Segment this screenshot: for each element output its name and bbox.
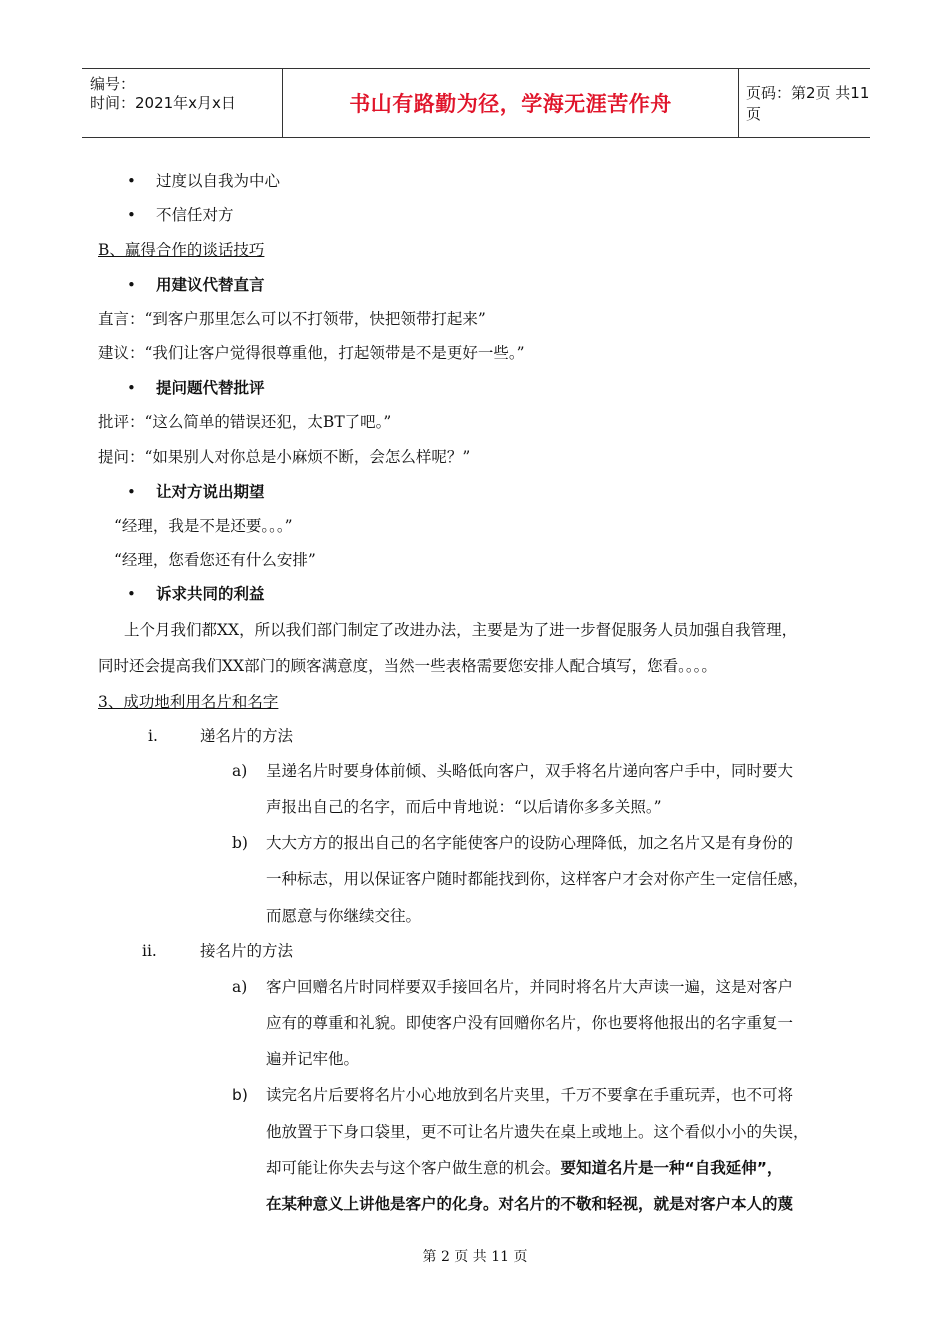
list-item: 过度以自我为中心	[156, 172, 281, 190]
paragraph-line: 上个月我们都XX，所以我们部门制定了改进办法，主要是为了进一步督促服务人员加强自我管理，	[124, 621, 798, 639]
paragraph-line: 客户回赠名片时同样要双手接回名片，并同时将名片大声读一遍，这是对客户	[266, 978, 794, 996]
header-motto: 书山有路勤为径，学海无涯苦作舟	[349, 92, 672, 116]
bullet-icon: •	[127, 379, 136, 397]
paragraph-line: 提问：“如果别人对你总是小麻烦不断，会怎么样呢？”	[98, 448, 471, 466]
paragraph-line: “经理，我是不是还要。。。”	[114, 517, 293, 535]
list-marker: b)	[232, 1086, 248, 1104]
paragraph-line: 直言：“到客户那里怎么可以不打领带，快把领带打起来”	[98, 310, 486, 328]
subheading: 诉求共同的利益	[156, 585, 265, 603]
subheading: 提问题代替批评	[156, 379, 265, 397]
emphasis-text: 要知道名片是一种“自我延伸”，	[560, 1159, 783, 1177]
section-heading: B、赢得合作的谈话技巧	[98, 241, 265, 259]
paragraph-line: 而愿意与你继续交往。	[266, 907, 422, 925]
bullet-icon: •	[127, 172, 136, 190]
paragraph-line: 在某种意义上讲他是客户的化身。对名片的不敬和轻视，就是对客户本人的蔑	[266, 1195, 794, 1213]
bullet-icon: •	[127, 276, 136, 294]
paragraph-line: 他放置于下身口袋里，更不可让名片遗失在桌上或地上。这个看似小小的失误，	[266, 1123, 809, 1141]
subsection-title: 递名片的方法	[200, 727, 294, 745]
paragraph-line: 建议：“我们让客户觉得很尊重他，打起领带是不是更好一些。”	[98, 344, 525, 362]
plain-text: 却可能让你失去与这个客户做生意的机会。	[266, 1159, 561, 1177]
paragraph-line: 应有的尊重和礼貌。即使客户没有回赠你名片，你也要将他报出的名字重复一	[266, 1014, 794, 1032]
list-marker: a)	[232, 762, 248, 780]
subsection-title: 接名片的方法	[200, 942, 294, 960]
header-page-label: 页码：第2页 共11页	[746, 84, 870, 123]
paragraph-line: 呈递名片时要身体前倾、头略低向客户，双手将名片递向客户手中，同时要大	[266, 762, 794, 780]
section-heading: 3、成功地利用名片和名字	[98, 693, 279, 711]
bullet-icon: •	[127, 206, 136, 224]
list-marker: i.	[148, 727, 158, 745]
paragraph-line	[266, 1158, 782, 1178]
paragraph-line: 声报出自己的名字，而后中肯地说：“以后请你多多关照。”	[266, 798, 662, 816]
paragraph-line: 批评：“这么简单的错误还犯，太BT了吧。”	[98, 413, 392, 431]
header-meta	[82, 69, 282, 137]
bullet-icon: •	[127, 483, 136, 501]
paragraph-line: 遍并记牢他。	[266, 1050, 360, 1068]
list-marker: a)	[232, 978, 248, 996]
subheading: 让对方说出期望	[156, 483, 265, 501]
bullet-icon: •	[127, 585, 136, 603]
list-marker: ii.	[142, 942, 157, 960]
paragraph-line: 读完名片后要将名片小心地放到名片夹里，千万不要拿在手重玩弄，也不可将	[266, 1086, 794, 1104]
subheading: 用建议代替直言	[156, 276, 265, 294]
page-footer: 第 2 页 共 11 页	[422, 1249, 528, 1265]
paragraph-line: 大大方方的报出自己的名字能使客户的设防心理降低，加之名片又是有身份的	[266, 834, 794, 852]
paragraph-line: “经理，您看您还有什么安排”	[114, 551, 316, 569]
page-header	[82, 68, 870, 138]
header-motto-cell	[282, 69, 739, 137]
paragraph-line: 一种标志，用以保证客户随时都能找到你，这样客户才会对你产生一定信任感，	[266, 870, 809, 888]
time-label: 时间：2021年x月x日	[90, 94, 236, 112]
list-item: 不信任对方	[156, 206, 234, 224]
header-page-cell	[738, 69, 878, 137]
list-marker: b)	[232, 834, 248, 852]
paragraph-line: 同时还会提高我们XX部门的顾客满意度，当然一些表格需要您安排人配合填写，您看。。。。	[98, 657, 717, 675]
number-label: 编号：	[90, 75, 136, 93]
